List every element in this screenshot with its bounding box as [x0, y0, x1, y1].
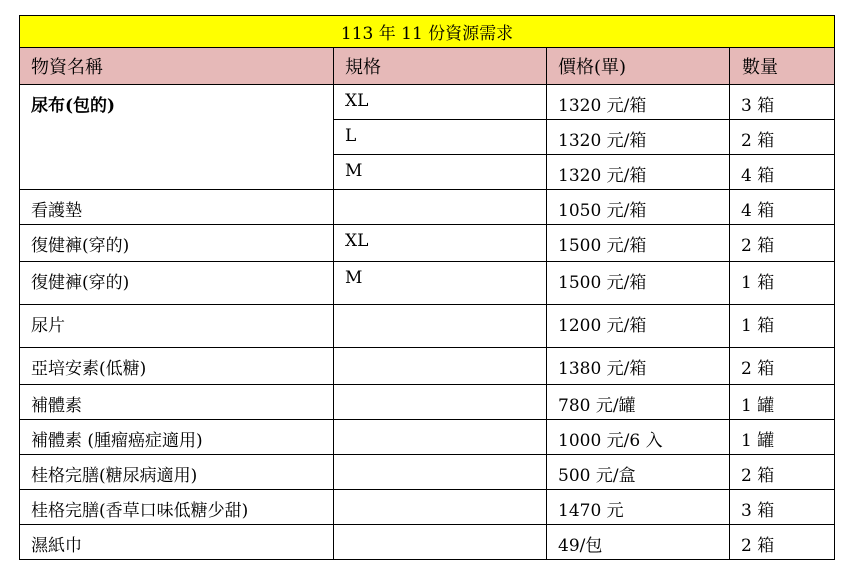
item-name-cell: 復健褲(穿的) [20, 225, 334, 262]
item-spec-cell [334, 420, 547, 455]
table-row [20, 420, 835, 455]
item-spec-cell: XL [334, 225, 547, 262]
item-price-cell: 1320 元/箱 [547, 120, 730, 155]
item-price-cell: 1320 元/箱 [547, 155, 730, 190]
table-row [20, 490, 835, 525]
header-spec: 規格 [334, 48, 547, 85]
table-row [20, 190, 835, 225]
item-qty-cell: 1 罐 [730, 385, 835, 420]
item-spec-cell: XL [334, 85, 547, 120]
item-name-cell: 復健褲(穿的) [20, 262, 334, 305]
item-name-cell: 亞培安素(低糖) [20, 348, 334, 385]
item-price-cell: 49/包 [547, 525, 730, 560]
item-qty-cell: 3 箱 [730, 490, 835, 525]
item-spec-cell [334, 490, 547, 525]
item-name-cell: 看護墊 [20, 190, 334, 225]
item-qty-cell: 1 罐 [730, 420, 835, 455]
item-qty-cell: 2 箱 [730, 120, 835, 155]
item-price-cell: 1200 元/箱 [547, 305, 730, 348]
header-row [20, 48, 835, 85]
table-row [20, 525, 835, 560]
table-row [20, 385, 835, 420]
table-row [20, 305, 835, 348]
table-row [20, 85, 835, 120]
item-qty-cell: 2 箱 [730, 225, 835, 262]
item-qty-cell: 2 箱 [730, 525, 835, 560]
item-qty-cell: 3 箱 [730, 85, 835, 120]
item-spec-cell [334, 525, 547, 560]
item-spec-cell [334, 305, 547, 348]
item-spec-cell [334, 455, 547, 490]
item-price-cell: 1320 元/箱 [547, 85, 730, 120]
item-qty-cell: 4 箱 [730, 155, 835, 190]
item-price-cell: 1500 元/箱 [547, 262, 730, 305]
table-row [20, 348, 835, 385]
item-name-cell: 尿布(包的) [20, 85, 334, 190]
item-name-cell: 桂格完膳(香草口味低糖少甜) [20, 490, 334, 525]
item-qty-cell: 4 箱 [730, 190, 835, 225]
item-price-cell: 780 元/罐 [547, 385, 730, 420]
header-name: 物資名稱 [20, 48, 334, 85]
item-spec-cell [334, 190, 547, 225]
table-row [20, 455, 835, 490]
item-qty-cell: 2 箱 [730, 455, 835, 490]
item-qty-cell: 1 箱 [730, 262, 835, 305]
header-qty: 數量 [730, 48, 835, 85]
item-spec-cell: M [334, 262, 547, 305]
table-row [20, 262, 835, 305]
item-name-cell: 補體素 [20, 385, 334, 420]
item-price-cell: 1470 元 [547, 490, 730, 525]
item-price-cell: 1380 元/箱 [547, 348, 730, 385]
item-name-cell: 桂格完膳(糖尿病適用) [20, 455, 334, 490]
resource-needs-sheet [19, 15, 834, 560]
item-price-cell: 1500 元/箱 [547, 225, 730, 262]
item-spec-cell: L [334, 120, 547, 155]
item-qty-cell: 2 箱 [730, 348, 835, 385]
table-title: 113 年 11 份資源需求 [20, 16, 835, 48]
item-spec-cell [334, 385, 547, 420]
item-name-cell: 濕紙巾 [20, 525, 334, 560]
header-price: 價格(單) [547, 48, 730, 85]
item-spec-cell: M [334, 155, 547, 190]
item-price-cell: 1050 元/箱 [547, 190, 730, 225]
item-price-cell: 500 元/盒 [547, 455, 730, 490]
item-price-cell: 1000 元/6 入 [547, 420, 730, 455]
item-name-cell: 補體素 (腫瘤癌症適用) [20, 420, 334, 455]
item-qty-cell: 1 箱 [730, 305, 835, 348]
resource-needs-table [19, 15, 835, 560]
item-spec-cell [334, 348, 547, 385]
item-name-cell: 尿片 [20, 305, 334, 348]
table-row [20, 225, 835, 262]
title-row [20, 16, 835, 48]
